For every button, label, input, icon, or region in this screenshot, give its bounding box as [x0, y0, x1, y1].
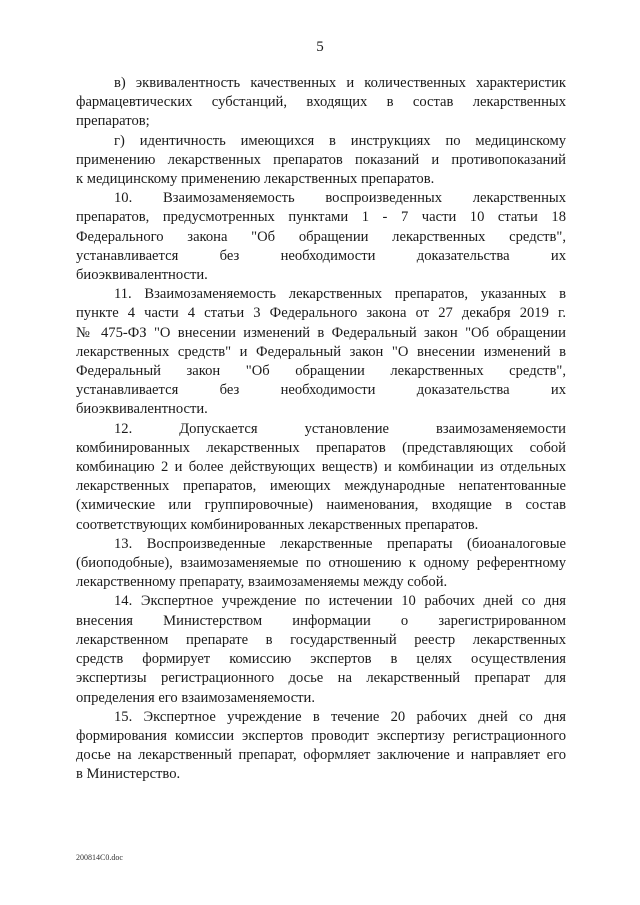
text-line: применению лекарственных препаратов показаний и противопоказаний — [76, 151, 566, 168]
text-line: (химические или группировочные) наименования, входящие в состав — [76, 497, 566, 514]
text-line: 11. Взаимозаменяемость лекарственных препаратов, указанных в — [114, 286, 566, 303]
paragraph-11 — [76, 285, 566, 419]
text-line: определения его взаимозаменяемости. — [76, 689, 316, 706]
text-line: (биоподобные), взаимозаменяемые по отношению к одному референтному — [76, 555, 566, 572]
text-line: устанавливается без необходимости доказательства их — [76, 247, 566, 264]
text-line: биоэквивалентности. — [76, 267, 208, 284]
text-line: препаратов; — [76, 113, 150, 130]
paragraph-14 — [76, 592, 566, 707]
text-line: экспертизы регистрационного досье на лекарственный препарат для — [76, 670, 566, 687]
paragraph-13 — [76, 535, 566, 593]
text-line: г) идентичность имеющихся в инструкциях по медицинскому — [114, 132, 566, 149]
footer-doc-code: 200814С0.doc — [76, 853, 123, 862]
text-line: лекарственному препарату, взаимозаменяемы между собой. — [76, 574, 448, 591]
text-line: лекарственных препаратов, имеющих международные непатентованные — [76, 478, 566, 495]
text-line: комбинированных лекарственных препаратов (представляющих собой — [76, 439, 566, 456]
paragraph-item-v — [76, 74, 566, 132]
text-line: устанавливается без необходимости доказательства их — [76, 382, 566, 399]
text-line: биоэквивалентности. — [76, 401, 208, 418]
text-line: формирования комиссии экспертов проводит экспертизу регистрационного — [76, 727, 566, 744]
text-line: в) эквивалентность качественных и количественных характеристик — [114, 75, 566, 91]
text-line: досье на лекарственный препарат, оформляет заключение и направляет его — [76, 747, 566, 764]
paragraph-item-g — [76, 132, 566, 190]
page-number: 5 — [316, 39, 324, 55]
text-line: средств формирует комиссию экспертов в целях осуществления — [76, 651, 566, 668]
text-line: лекарственном препарате в государственный реестр лекарственных — [76, 631, 566, 648]
text-line: пункте 4 части 4 статьи 3 Федерального закона от 27 декабря 2019 г. — [76, 305, 566, 322]
text-line: в Министерство. — [76, 766, 181, 783]
text-line: 10. Взаимозаменяемость воспроизведенных лекарственных — [114, 190, 566, 207]
text-line: 13. Воспроизведенные лекарственные препараты (биоаналоговые — [114, 535, 566, 552]
text-line: препаратов, предусмотренных пунктами 1 - 7 части 10 статьи 18 — [76, 209, 566, 226]
text-line: 15. Экспертное учреждение в течение 20 рабочих дней со дня — [114, 708, 566, 725]
text-line: 14. Экспертное учреждение по истечении 10 рабочих дней со дня — [114, 593, 566, 610]
text-line: Федерального закона "Об обращении лекарственных средств", — [76, 228, 566, 245]
text-line: к медицинскому применению лекарственных препаратов. — [76, 171, 435, 188]
text-line: соответствующих комбинированных лекарственных препаратов. — [76, 516, 479, 533]
document-body — [76, 74, 566, 785]
text-line: фармацевтических субстанций, входящих в состав лекарственных — [76, 94, 566, 111]
text-line: внесения Министерством информации о зарегистрированном — [76, 612, 566, 629]
text-line: № 475-ФЗ "О внесении изменений в Федеральный закон "Об обращении — [76, 324, 566, 341]
text-line: комбинацию 2 и более действующих веществ) и комбинации из отдельных — [76, 459, 566, 476]
text-line: 12. Допускается установление взаимозаменяемости — [114, 420, 566, 437]
paragraph-10 — [76, 189, 566, 285]
text-line: лекарственных средств" и Федеральный закон "О внесении изменений в — [76, 343, 566, 360]
paragraph-12 — [76, 420, 566, 535]
paragraph-15 — [76, 708, 566, 785]
text-line: Федеральный закон "Об обращении лекарственных средств", — [76, 363, 566, 380]
